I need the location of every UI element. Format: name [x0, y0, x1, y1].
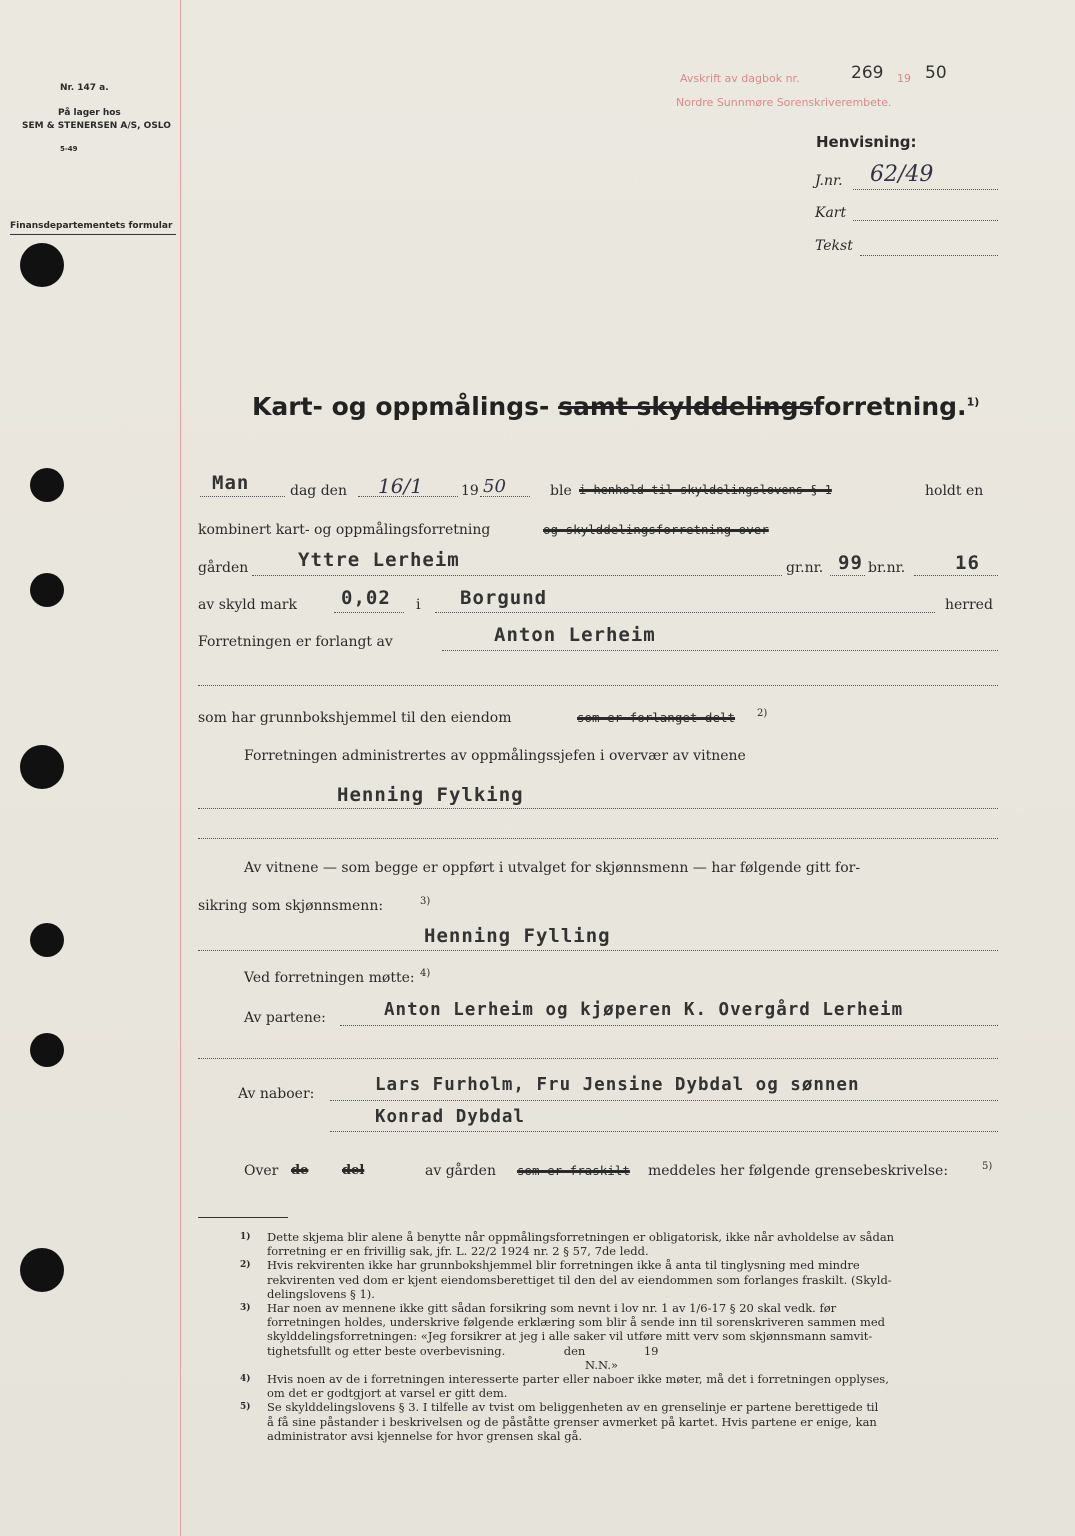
- vitnene-line-2: sikring som skjønnsmenn:: [198, 898, 384, 914]
- year-prefix: 19: [461, 483, 479, 499]
- partene-label: Av partene:: [244, 1010, 326, 1026]
- footnote-line: å få sine påstander i beskrivelsen og de påståtte grenser avmerket på kartet. Hvis partene er enige, kan: [267, 1414, 877, 1429]
- footnote-line: delingslovens § 1).: [267, 1286, 375, 1301]
- forlangt-line: [442, 650, 998, 651]
- footnote-line: Hvis rekvirenten ikke har grunnbokshjemmel blir forretningen ikke å anta til tinglysning med mindre: [267, 1258, 860, 1273]
- motte-label: Ved forretningen møtte:: [244, 970, 415, 986]
- ble-label: ble: [550, 483, 572, 499]
- footnote-line: om det er godtgjort at varsel er gitt dem.: [267, 1386, 508, 1401]
- forlangt-line-2: [198, 685, 998, 686]
- skyld-value: 0,02: [341, 587, 391, 609]
- skyld-line: [334, 612, 404, 613]
- footnote-line: forretning er en frivillig sak, jfr. L. 22/2 1924 nr. 2 § 57, 7de ledd.: [267, 1244, 649, 1259]
- herred-value: Borgund: [460, 587, 548, 609]
- naboer-value-2: Konrad Dybdal: [375, 1107, 525, 1127]
- over-struck-3: som er fraskilt: [517, 1163, 630, 1178]
- forlangt-value: Anton Lerheim: [494, 624, 656, 646]
- partene-value: Anton Lerheim og kjøperen K. Overgård Lerheim: [384, 1000, 904, 1020]
- date-value: 16/1: [378, 474, 423, 498]
- kart-line: [853, 220, 998, 221]
- stamp-number: 269: [851, 63, 884, 83]
- grunnbok-note: 2): [757, 708, 768, 719]
- grunnbok-label: som har grunnbokshjemmel til den eiendom: [198, 710, 512, 726]
- day-line: [200, 496, 285, 497]
- over-rest: meddeles her følgende grensebeskrivelse:: [648, 1163, 949, 1179]
- supplier-line-1: På lager hos: [58, 108, 121, 118]
- vitnene-note: 3): [420, 896, 431, 907]
- dag-den-label: dag den: [290, 483, 347, 499]
- naboer-line-2: [330, 1131, 998, 1132]
- punch-hole: [30, 573, 64, 607]
- edition: 5-49: [60, 145, 78, 153]
- grnr-value: 99: [838, 552, 863, 574]
- over-av-label: av gården: [425, 1163, 496, 1179]
- i-label: i: [416, 597, 421, 613]
- document-title: [252, 392, 979, 421]
- footnote-1: [240, 1230, 1030, 1258]
- tekst-label: Tekst: [815, 238, 853, 254]
- grnr-label: gr.nr.: [786, 560, 824, 576]
- forlangt-label: Forretningen er forlangt av: [198, 634, 393, 650]
- footnote-line: tighetsfullt og etter beste overbevisning. den 19: [267, 1343, 659, 1358]
- footnote-line: Har noen av mennene ikke gitt sådan forsikring som nevnt i lov nr. 1 av 1/6-17 § 20 skal vedk. før: [267, 1301, 837, 1316]
- skjonn-value: Henning Fylling: [424, 925, 611, 947]
- partene-line-2: [198, 1058, 998, 1059]
- year-line: [480, 496, 530, 497]
- form-number: Nr. 147 a.: [60, 83, 109, 93]
- over-struck-1: de: [291, 1163, 309, 1178]
- reference-heading: Henvisning:: [816, 133, 917, 151]
- footnote-line: rekvirenten ved dom er kjent eiendomsberettiget til den del av eiendommen som forlanges fraskilt. (Skyld-: [267, 1272, 892, 1287]
- punch-hole: [30, 923, 64, 957]
- footnote-line: Dette skjema blir alene å benytte når oppmålingsforretningen er obligatorisk, ikke når avholdelse av sådan: [267, 1230, 895, 1244]
- motte-note: 4): [420, 968, 431, 979]
- garden-label: gården: [198, 560, 249, 576]
- formular-underline: [10, 234, 176, 235]
- footnote-line: Hvis noen av de i forretningen interesserte parter eller naboer ikke møter, må det i forretningen opplyses,: [267, 1372, 889, 1387]
- day-value: Man: [212, 472, 250, 494]
- ble-struck: i henhold til skyldelingslovens § 1: [579, 483, 832, 497]
- footnote-rule: [198, 1217, 288, 1218]
- year-value: 50: [483, 476, 506, 497]
- title-note: 1): [966, 395, 980, 409]
- stamp-year: 50: [925, 63, 947, 83]
- footnote-line: skylddelingsforretningen: «Jeg forsikrer at jeg i alle saker vil utføre mitt verv som skjønnsmann samvit-: [267, 1329, 873, 1344]
- title-part-1: Kart- og oppmålings-: [252, 392, 550, 421]
- supplier-line-2: SEM & STENERSEN A/S, OSLO: [22, 121, 171, 131]
- kombinert-text: kombinert kart- og oppmålingsforretning: [198, 522, 491, 538]
- garden-line: [252, 575, 782, 576]
- herred-line: [435, 612, 935, 613]
- witness-value: Henning Fylking: [337, 784, 524, 806]
- footnote-3: [240, 1301, 1030, 1372]
- naboer-line: [330, 1100, 998, 1101]
- jnr-value: 62/49: [870, 162, 934, 187]
- footnote-number: 4): [240, 1374, 251, 1385]
- over-label: Over: [244, 1163, 279, 1179]
- footnote-number: 2): [240, 1260, 251, 1271]
- footnotes: [240, 1230, 1030, 1443]
- kart-label: Kart: [815, 205, 847, 221]
- brnr-line: [914, 575, 998, 576]
- naboer-label: Av naboer:: [238, 1086, 315, 1102]
- brnr-label: br.nr.: [868, 560, 906, 576]
- footnote-number: 3): [240, 1303, 251, 1314]
- garden-value: Yttre Lerheim: [298, 549, 460, 571]
- tekst-line: [860, 255, 998, 256]
- witness-line-2: [198, 838, 998, 839]
- stamp-year-prefix: 19: [897, 72, 911, 85]
- partene-line: [340, 1025, 998, 1026]
- grnr-line: [830, 575, 865, 576]
- punch-hole: [20, 1248, 64, 1292]
- grunnbok-struck: som er forlanget delt: [577, 710, 736, 725]
- herred-label: herred: [945, 597, 993, 613]
- over-struck-2: del: [342, 1163, 365, 1178]
- punch-hole: [20, 243, 64, 287]
- skyld-label: av skyld mark: [198, 597, 297, 613]
- footnote-2: [240, 1258, 1030, 1301]
- holdt-en-label: holdt en: [925, 483, 984, 499]
- footnote-number: 1): [240, 1232, 251, 1242]
- footnote-line: N.N.»: [267, 1357, 619, 1372]
- title-part-2: forretning.: [813, 392, 967, 421]
- punch-hole: [30, 468, 64, 502]
- jnr-line: [853, 189, 998, 190]
- stamp-line-1: Avskrift av dagbok nr.: [680, 72, 800, 85]
- margin-rule: [180, 0, 181, 1536]
- footnote-number: 5): [240, 1402, 251, 1413]
- punch-hole: [30, 1033, 64, 1067]
- footnote-5: [240, 1400, 1030, 1443]
- over-note: 5): [982, 1161, 993, 1172]
- brnr-value: 16: [955, 552, 980, 574]
- footnote-line: forretningen holdes, underskrive følgende erklæring som blir å sende inn til sorenskriveren sammen med: [267, 1315, 886, 1330]
- footnote-4: [240, 1372, 1030, 1400]
- naboer-value-1: Lars Furholm, Fru Jensine Dybdal og sønnen: [375, 1075, 860, 1095]
- admin-text: Forretningen administrertes av oppmålingssjefen i overvær av vitnene: [244, 748, 746, 764]
- footnote-line: administrator avsi kjennelse for hvor grensen skal gå.: [267, 1428, 583, 1443]
- witness-line: [198, 808, 998, 809]
- footnote-line: Se skylddelingslovens § 3. I tilfelle av tvist om beliggenheten av en grenselinje er partene berettigede til: [267, 1400, 879, 1415]
- kombinert-struck: og skylddelingsforretning over: [543, 522, 769, 537]
- vitnene-line-1: Av vitnene — som begge er oppført i utvalget for skjønnsmenn — har følgende gitt for-: [244, 860, 861, 876]
- skjonn-line: [198, 950, 998, 951]
- punch-hole: [20, 745, 64, 789]
- stamp-line-2: Nordre Sunnmøre Sorenskriverembete.: [676, 96, 892, 109]
- title-struck: samt skylddelings: [558, 392, 814, 421]
- formular-label: Finansdepartementets formular: [10, 221, 173, 231]
- jnr-label: J.nr.: [815, 173, 843, 189]
